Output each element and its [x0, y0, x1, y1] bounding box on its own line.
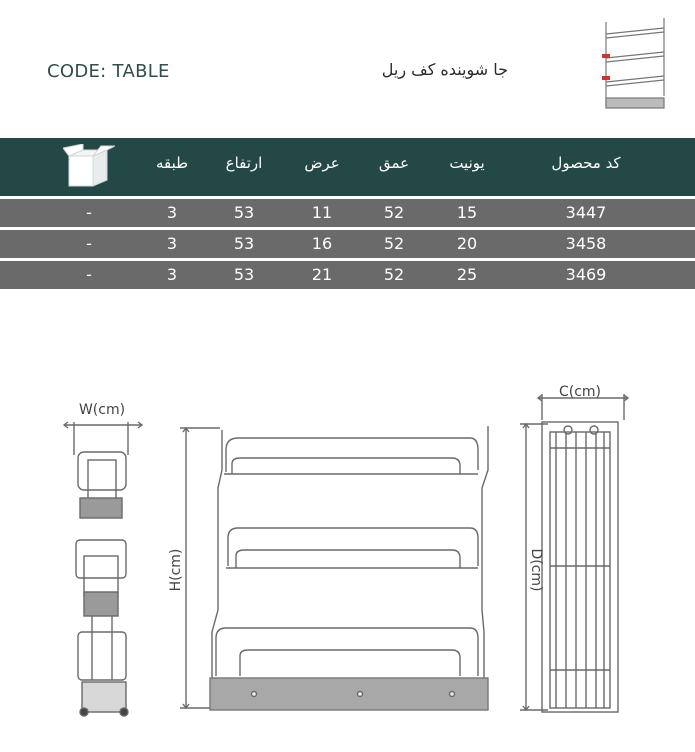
- cell-box: -: [86, 203, 92, 222]
- cell-depth: 52: [383, 234, 405, 253]
- cell-box: -: [86, 265, 92, 284]
- width-dimension-label: W(cm): [78, 402, 126, 418]
- cell-code: 3447: [565, 203, 607, 222]
- col-height: ارتفاع: [225, 154, 263, 172]
- table-row: [0, 230, 695, 258]
- col-width: عرض: [304, 154, 340, 172]
- table-row: [0, 261, 695, 289]
- cell-shelves: 3: [166, 203, 178, 222]
- technical-drawing: [0, 370, 695, 740]
- cell-unit: 25: [456, 265, 478, 284]
- c-dimension-label: C(cm): [558, 384, 602, 400]
- cell-shelves: 3: [166, 234, 178, 253]
- cell-depth: 52: [383, 203, 405, 222]
- cell-unit: 15: [456, 203, 478, 222]
- cell-code: 3458: [565, 234, 607, 253]
- code-label: CODE: TABLE: [47, 61, 170, 82]
- front-view: [180, 426, 488, 710]
- product-thumbnail: [600, 14, 672, 114]
- cell-height: 53: [233, 234, 255, 253]
- table-header: [0, 138, 695, 196]
- cell-height: 53: [233, 265, 255, 284]
- product-title: جا شوینده کف ریل: [381, 60, 508, 79]
- side-view: [64, 422, 142, 716]
- spec-table: [0, 138, 695, 289]
- table-row: [0, 199, 695, 227]
- cell-depth: 52: [383, 265, 405, 284]
- col-shelves: طبقه: [155, 154, 189, 172]
- cell-code: 3469: [565, 265, 607, 284]
- cell-box: -: [86, 234, 92, 253]
- cell-shelves: 3: [166, 265, 178, 284]
- col-unit: یونیت: [449, 154, 485, 172]
- cell-width: 16: [311, 234, 333, 253]
- cell-width: 11: [311, 203, 333, 222]
- cell-unit: 20: [456, 234, 478, 253]
- cell-height: 53: [233, 203, 255, 222]
- col-depth: عمق: [378, 154, 410, 172]
- cell-width: 21: [311, 265, 333, 284]
- col-product-code: کد محصول: [551, 154, 621, 172]
- height-dimension-label: H(cm): [168, 548, 184, 592]
- box-icon: [63, 144, 115, 190]
- depth-dimension-label: D(cm): [528, 548, 544, 592]
